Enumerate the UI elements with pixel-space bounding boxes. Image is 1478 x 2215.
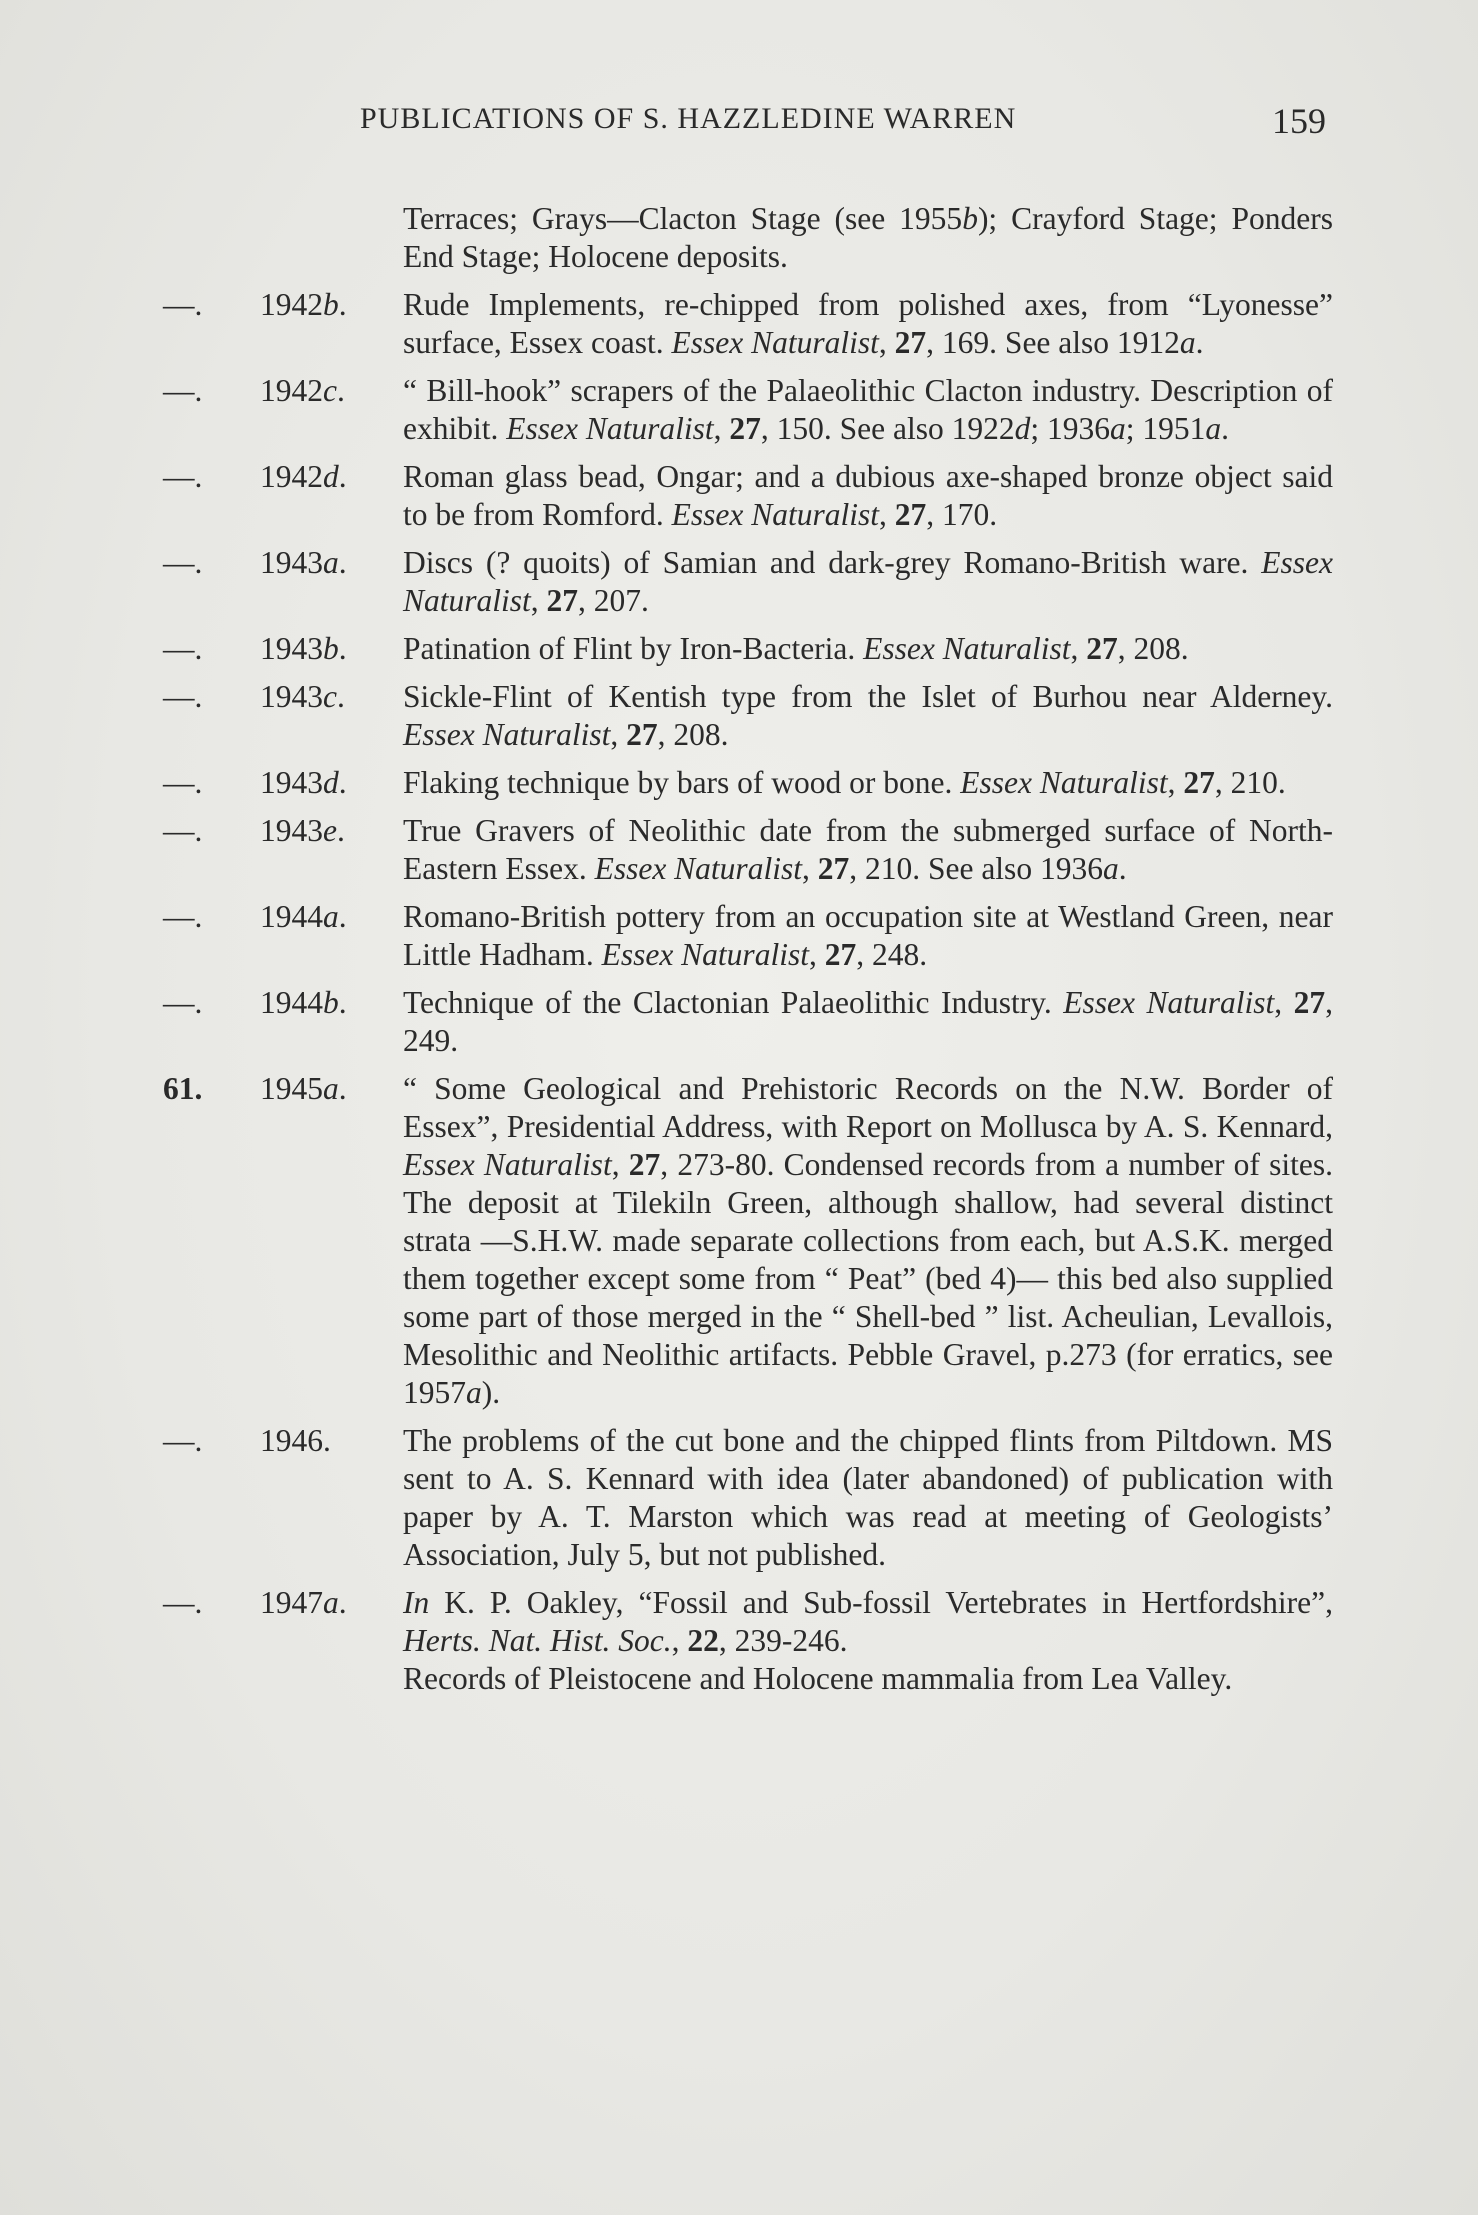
entry-paragraph: Records of Pleistocene and Holocene mammalia from Lea Valley. (403, 1661, 1233, 1696)
entry-ditto-dash: —. (163, 765, 203, 800)
entry-ditto-dash: —. (163, 1585, 203, 1620)
bibliography-entry (0, 1070, 1478, 1412)
entry-paragraph: “ Some Geological and Prehistoric Records on the N.W. Border of Essex”, Presidential Address, with Report on Mollusca by A. S. Kennard, Essex Naturalist, 27, 273-80. Condensed records from a number of sites. The deposit at Tilekiln Green, although shallow, had several distinct strata —S.H.W. made separate collections from each, but A.S.K. merged them together except some from “ Peat” (bed 4)— this bed also supplied some part of those merged in the “ Shell-bed ” list. Acheulian, Levallois, Mesolithic and Neolithic artifacts. Pebble Gravel, p.273 (for erratics, see 1957a). (403, 1071, 1333, 1410)
bibliography-entry (0, 678, 1478, 754)
bibliography-entry (0, 1422, 1478, 1574)
entry-year: 1947a. (260, 1585, 347, 1620)
entry-year: 1943d. (260, 765, 347, 800)
entry-year: 1944b. (260, 985, 347, 1020)
entry-paragraph: Rude Implements, re-chipped from polished axes, from “Lyonesse” surface, Essex coast. Essex Naturalist, 27, 169. See also 1912a. (403, 287, 1333, 360)
entry-year: 1943c. (260, 679, 345, 714)
entry-paragraph: Discs (? quoits) of Samian and dark-grey Romano-British ware. Essex Naturalist, 27, 207. (403, 545, 1333, 618)
entry-ditto-dash: —. (163, 631, 203, 666)
entry-ditto-dash: —. (163, 459, 203, 494)
page-number: 159 (1272, 101, 1326, 141)
bibliography-entry (0, 630, 1478, 668)
entry-paragraph: Technique of the Clactonian Palaeolithic Industry. Essex Naturalist, 27, 249. (403, 985, 1333, 1058)
entry-year: 1945a. (260, 1071, 347, 1106)
bibliography-list (0, 200, 1478, 1708)
entry-text (403, 630, 1333, 668)
entry-year: 1942c. (260, 373, 345, 408)
entry-ditto-dash: —. (163, 1423, 203, 1458)
entry-text (403, 458, 1333, 534)
entry-ditto-dash: —. (163, 899, 203, 934)
bibliography-entry (0, 898, 1478, 974)
bibliography-entry (0, 458, 1478, 534)
page-header (360, 96, 1360, 146)
entry-ditto-dash: —. (163, 287, 203, 322)
entry-paragraph: Roman glass bead, Ongar; and a dubious axe-shaped bronze object said to be from Romford. Essex Naturalist, 27, 170. (403, 459, 1333, 532)
running-head: PUBLICATIONS OF S. HAZZLEDINE WARREN (360, 102, 1017, 135)
entry-paragraph: “ Bill-hook” scrapers of the Palaeolithic Clacton industry. Description of exhibit. Essex Naturalist, 27, 150. See also 1922d; 1936a; 1951a. (403, 373, 1333, 446)
entry-ditto-dash: —. (163, 373, 203, 408)
entry-text (403, 286, 1333, 362)
entry-year: 1943b. (260, 631, 347, 666)
bibliography-entry (0, 372, 1478, 448)
entry-year: 1946. (260, 1423, 331, 1458)
bibliography-entry (0, 286, 1478, 362)
entry-text (403, 898, 1333, 974)
bibliography-entry (0, 544, 1478, 620)
entry-text (403, 372, 1333, 448)
entry-text (403, 678, 1333, 754)
entry-text (403, 812, 1333, 888)
entry-paragraph: Romano-British pottery from an occupation site at Westland Green, near Little Hadham. Essex Naturalist, 27, 248. (403, 899, 1333, 972)
entry-ditto-dash: —. (163, 985, 203, 1020)
entry-text (403, 1584, 1333, 1698)
entry-paragraph: The problems of the cut bone and the chipped flints from Piltdown. MS sent to A. S. Kennard with idea (later abandoned) of publication with paper by A. T. Marston which was read at meeting of Geologists’ Association, July 5, but not published. (403, 1423, 1333, 1572)
entry-number: 61. (163, 1071, 203, 1106)
entry-ditto-dash: —. (163, 679, 203, 714)
entry-year: 1942b. (260, 287, 347, 322)
entry-year: 1943a. (260, 545, 347, 580)
entry-text (403, 1422, 1333, 1574)
entry-ditto-dash: —. (163, 813, 203, 848)
bibliography-entry (0, 1584, 1478, 1698)
entry-paragraph: Patination of Flint by Iron-Bacteria. Essex Naturalist, 27, 208. (403, 631, 1189, 666)
entries-container (0, 286, 1478, 1698)
entry-year: 1943e. (260, 813, 345, 848)
entry-paragraph: Sickle-Flint of Kentish type from the Islet of Burhou near Alderney. Essex Naturalist, 27, 208. (403, 679, 1333, 752)
entry-paragraph: In K. P. Oakley, “Fossil and Sub-fossil Vertebrates in Hertfordshire”, Herts. Nat. Hist. Soc., 22, 239-246. (403, 1585, 1333, 1658)
bibliography-entry (0, 764, 1478, 802)
entry-ditto-dash: —. (163, 545, 203, 580)
entry-text (403, 544, 1333, 620)
continuation-text: Terraces; Grays—Clacton Stage (see 1955b); Crayford Stage; Ponders End Stage; Holocene deposits. (403, 201, 1333, 274)
entry-paragraph: Flaking technique by bars of wood or bone. Essex Naturalist, 27, 210. (403, 765, 1286, 800)
bibliography-entry (0, 812, 1478, 888)
entry-year: 1944a. (260, 899, 347, 934)
entry-text (403, 1070, 1333, 1412)
entry-text (403, 764, 1333, 802)
entry-paragraph: True Gravers of Neolithic date from the submerged surface of North-Eastern Essex. Essex Naturalist, 27, 210. See also 1936a. (403, 813, 1333, 886)
entry-text (403, 984, 1333, 1060)
bibliography-entry (0, 984, 1478, 1060)
entry-year: 1942d. (260, 459, 347, 494)
